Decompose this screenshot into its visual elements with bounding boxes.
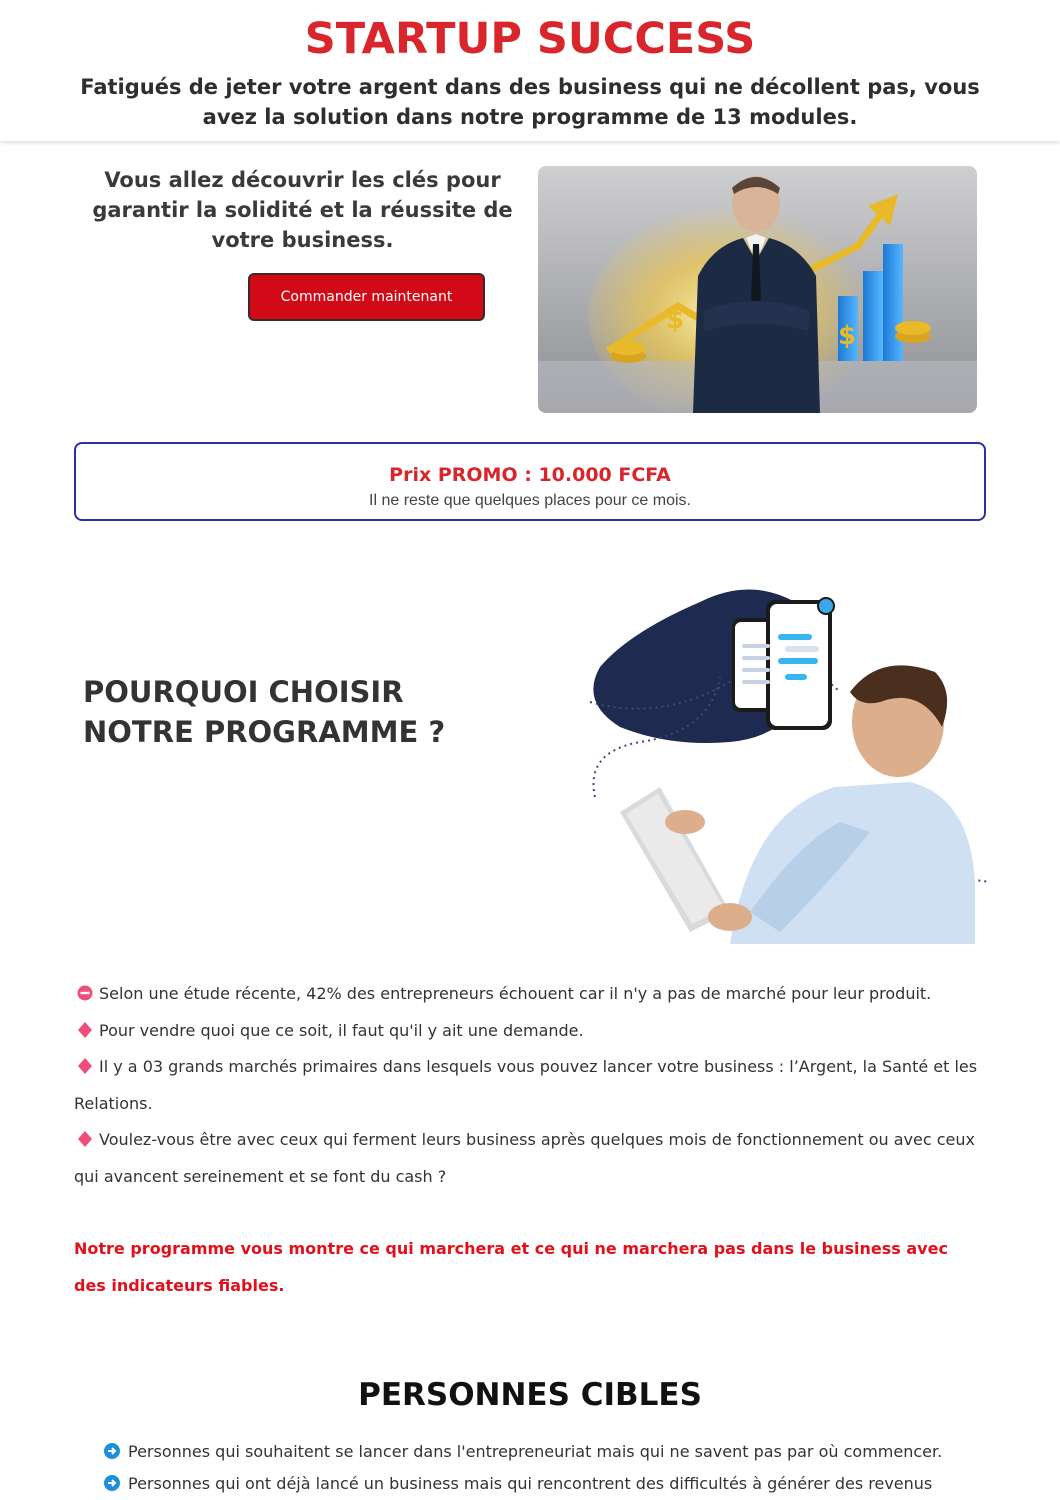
site-title: STARTUP SUCCESS	[304, 14, 756, 64]
bullet-item	[74, 1013, 986, 1050]
why-title-line1: POURQUOI CHOISIR	[83, 675, 404, 709]
highlight-text: Notre programme vous montre ce qui marchera et ce qui ne marchera pas dans le business avec des indicateurs fiables.	[74, 1239, 948, 1295]
why-bullet-list	[74, 976, 986, 1195]
diamond-icon	[77, 1058, 93, 1074]
svg-text:$: $	[666, 305, 685, 335]
promo-note: Il ne reste que quelques places pour ce mois.	[369, 492, 691, 509]
bullet-item	[74, 1049, 986, 1122]
hero-businessman-image	[538, 166, 977, 413]
bullet-item	[74, 976, 986, 1013]
bullet-item	[74, 1122, 986, 1195]
why-title-line2: NOTRE PROGRAMME ?	[83, 715, 446, 749]
svg-text:$: $	[838, 321, 857, 351]
why-title	[83, 672, 445, 752]
bullet-text: Il y a 03 grands marchés primaires dans lesquels vous pouvez lancer votre business : l’Argent, la Santé et les Relations.	[74, 1057, 978, 1113]
arrow-right-circle-icon	[104, 1443, 120, 1459]
order-now-button[interactable]: Commander maintenant	[248, 273, 485, 321]
targets-title: PERSONNES CIBLES	[358, 1377, 702, 1413]
arrow-right-circle-icon	[104, 1475, 120, 1491]
minus-circle-icon	[77, 985, 93, 1001]
tagline: Fatigués de jeter votre argent dans des business qui ne décollent pas, vous avez la solution dans notre programme de 13 modules.	[80, 75, 980, 129]
target-item	[104, 1468, 1004, 1500]
hero-heading: Vous allez découvrir les clés pour garantir la solidité et la réussite de votre business.	[92, 168, 513, 252]
diamond-icon	[77, 1022, 93, 1038]
site-header	[0, 0, 1060, 141]
diamond-icon	[77, 1131, 93, 1147]
target-text: Personnes qui souhaitent se lancer dans l'entrepreneuriat mais qui ne savent pas par où commencer.	[128, 1442, 943, 1461]
target-text: Personnes qui ont déjà lancé un business mais qui rencontrent des difficultés à générer des revenus	[128, 1473, 933, 1493]
man-with-tablet-image	[580, 582, 990, 944]
promo-price: Prix PROMO : 10.000 FCFA	[389, 464, 671, 486]
bullet-text: Selon une étude récente, 42% des entrepreneurs échouent car il n'y a pas de marché pour leur produit.	[99, 984, 932, 1003]
promo-box	[74, 442, 986, 521]
bullet-text: Pour vendre quoi que ce soit, il faut qu'il y ait une demande.	[99, 1020, 584, 1040]
targets-list	[104, 1436, 1004, 1499]
target-item	[104, 1436, 1004, 1468]
bullet-text: Voulez-vous être avec ceux qui ferment leurs business après quelques mois de fonctionnement ou avec ceux qui avancent sereinement et se font du cash ?	[74, 1130, 975, 1186]
